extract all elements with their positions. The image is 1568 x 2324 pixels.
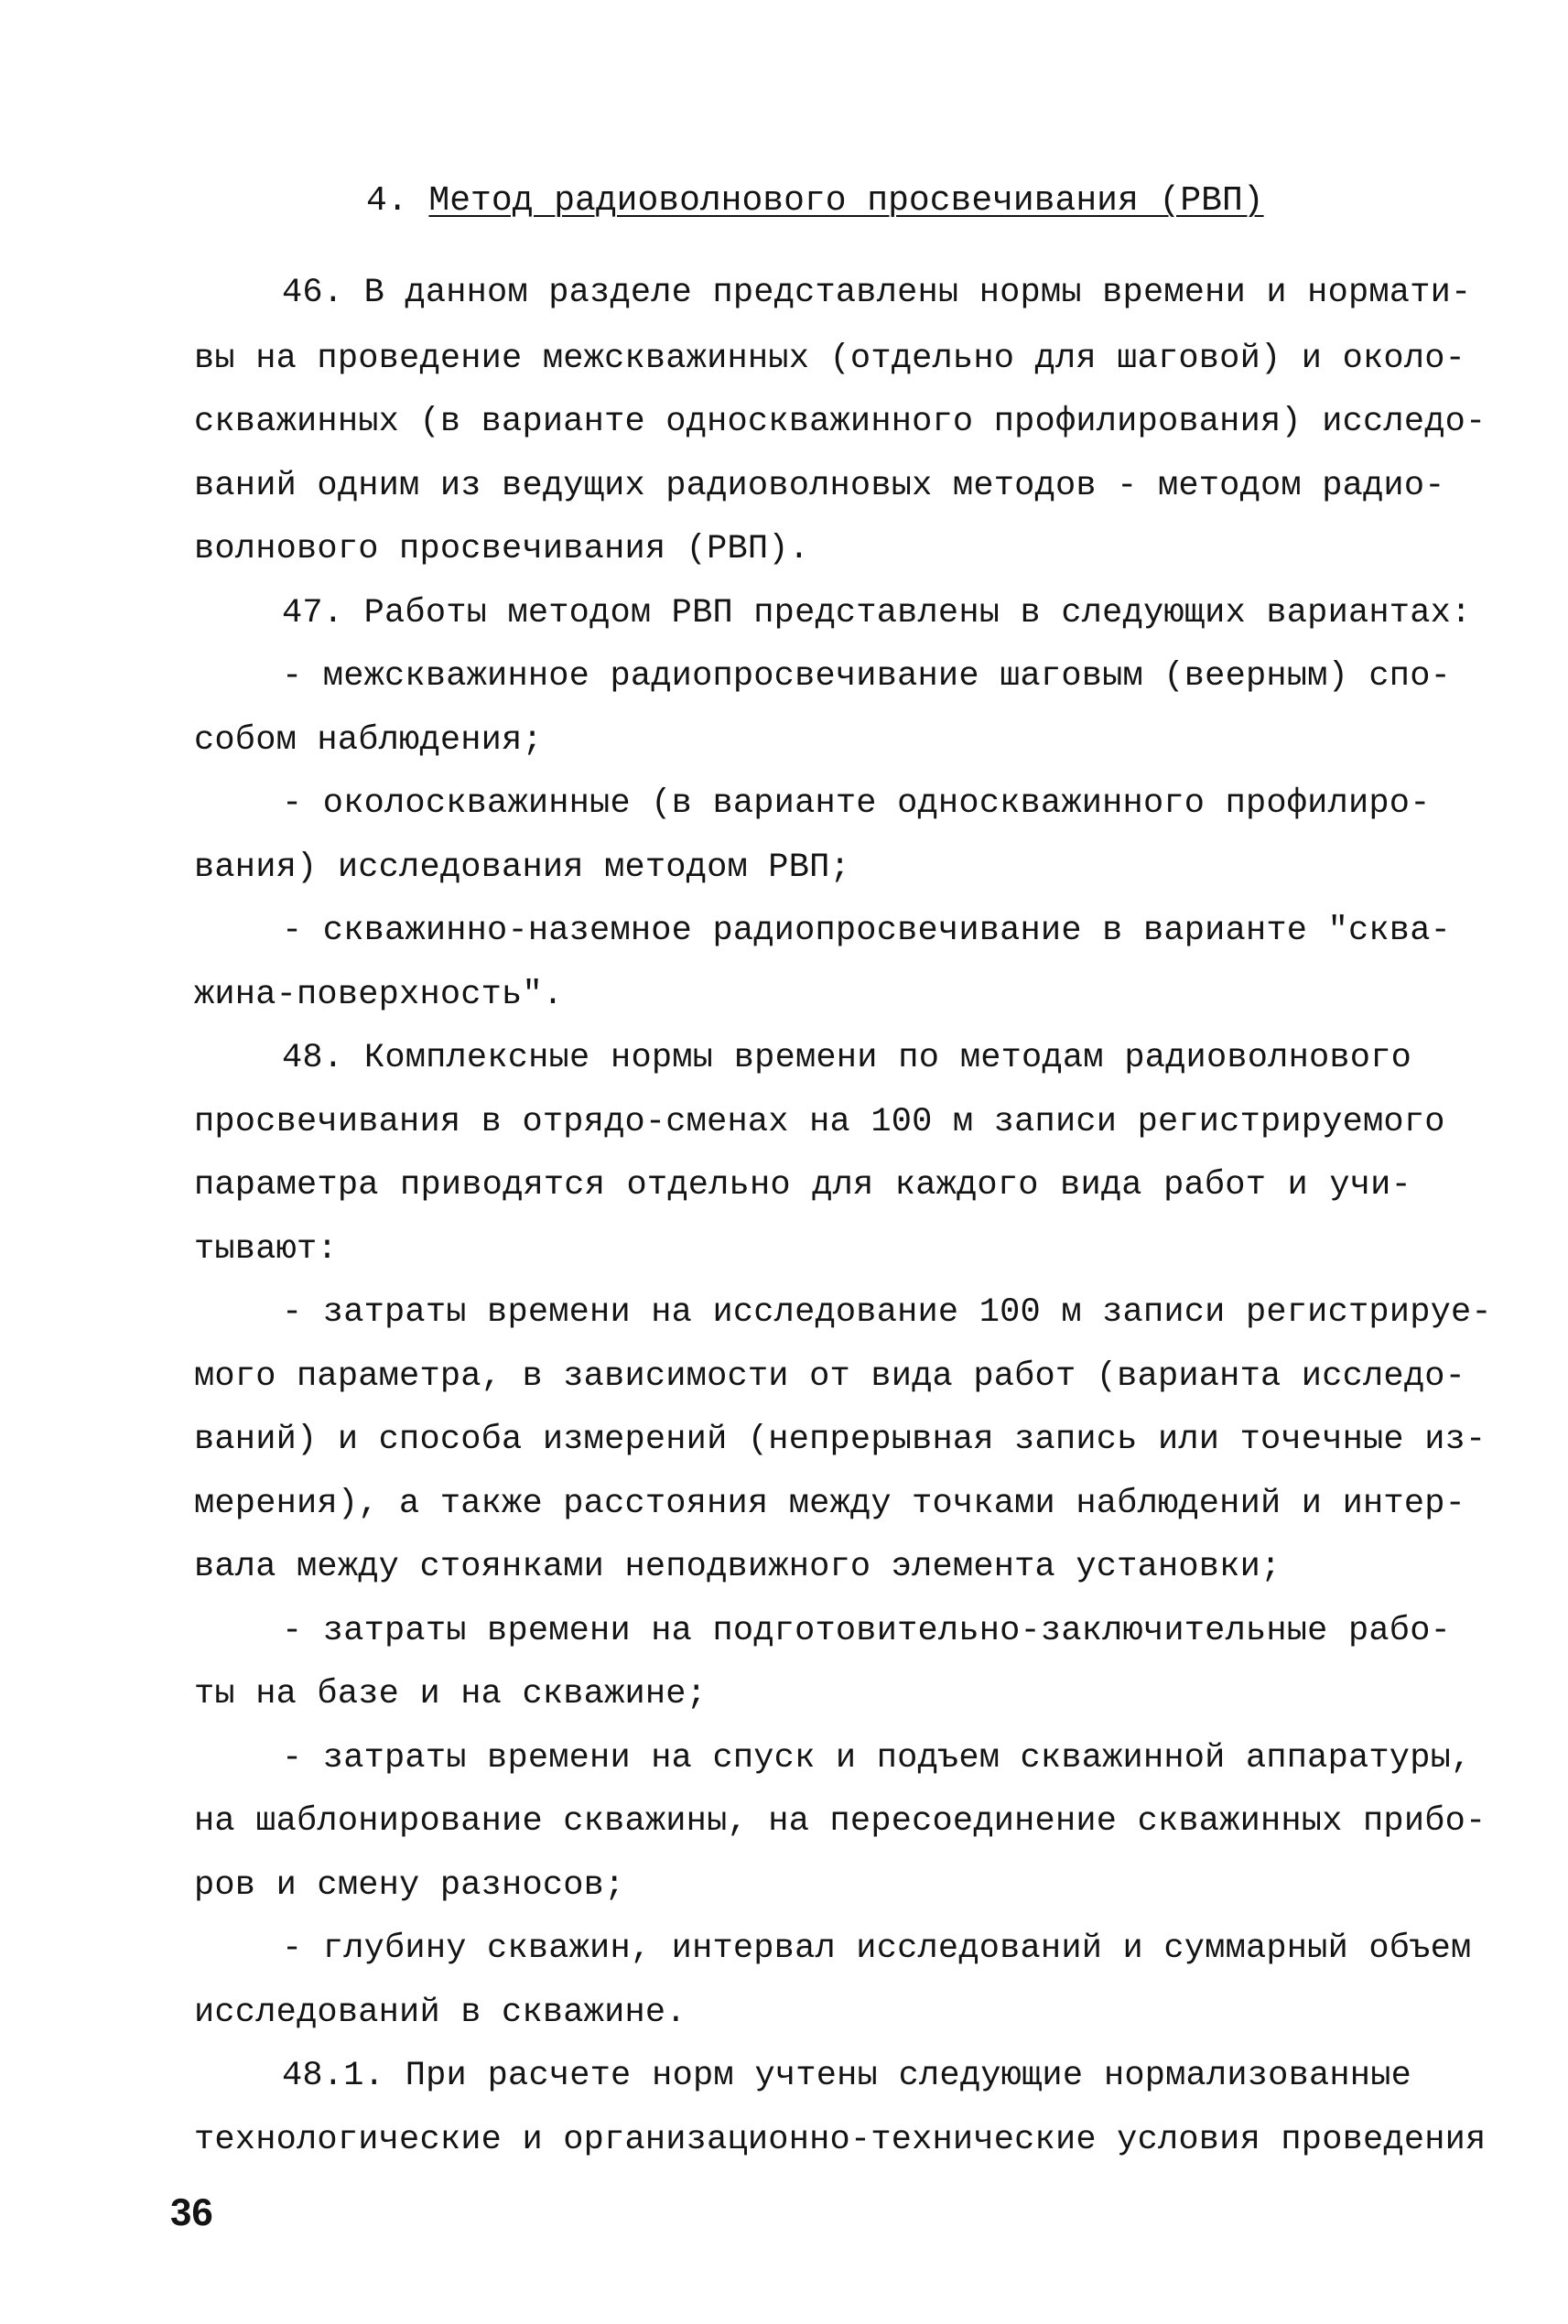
text-line: тывают: xyxy=(194,1230,338,1269)
section-title: Метод радиоволнового просвечивания (РВП) xyxy=(428,181,1264,221)
text-line: вы на проведение межскважинных (отдельно для шаговой) и около- xyxy=(194,340,1466,378)
text-line: - затраты времени на спуск и подъем скважинной аппаратуры, xyxy=(282,1739,1472,1778)
text-line: - скважинно-наземное радиопросвечивание в варианте "сква- xyxy=(282,912,1452,950)
text-line: мерения), а также расстояния между точками наблюдений и интер- xyxy=(194,1485,1466,1523)
text-line: на шаблонирование скважины, на пересоединение скважинных прибо- xyxy=(194,1802,1487,1841)
text-line: волнового просвечивания (РВП). xyxy=(194,530,810,568)
text-line: ты на базе и на скважине; xyxy=(194,1675,708,1713)
text-line: мого параметра, в зависимости от вида работ (варианта исследо- xyxy=(194,1357,1466,1396)
page-number: 36 xyxy=(170,2190,213,2233)
text-line: собом наблюдения; xyxy=(194,721,543,760)
section-heading xyxy=(366,178,1264,224)
text-line: - межскважинное радиопросвечивание шаговым (веерным) спо- xyxy=(282,657,1452,696)
text-line: - околоскважинные (в варианте односкважинного профилиро- xyxy=(282,784,1431,823)
text-line: технологические и организационно-технические условия проведения xyxy=(194,2121,1487,2159)
text-line: исследований в скважине. xyxy=(194,1994,687,2032)
text-line: ров и смену разносов; xyxy=(194,1866,625,1905)
text-line: ваний одним из ведущих радиоволновых методов - методом радио- xyxy=(194,467,1445,505)
text-line: 48.1. При расчете норм учтены следующие нормализованные xyxy=(282,2057,1411,2095)
text-line: вала между стоянками неподвижного элемента установки; xyxy=(194,1548,1281,1586)
text-line: - глубину скважин, интервал исследований и суммарный объем xyxy=(282,1929,1472,1968)
text-line: вания) исследования методом РВП; xyxy=(194,849,850,887)
text-line: скважинных (в варианте односкважинного профилирования) исследо- xyxy=(194,403,1487,441)
text-line: 46. В данном разделе представлены нормы времени и нормати- xyxy=(282,274,1472,312)
section-number: 4. xyxy=(366,181,408,221)
text-line: ваний) и способа измерений (непрерывная запись или точечные из- xyxy=(194,1421,1487,1459)
text-line: - затраты времени на исследование 100 м записи регистрируе- xyxy=(282,1293,1492,1332)
text-line: 47. Работы методом РВП представлены в следующих вариантах: xyxy=(282,594,1472,632)
text-line: параметра приводятся отдельно для каждого вида работ и учи- xyxy=(194,1166,1411,1205)
text-line: жина-поверхность". xyxy=(194,976,564,1014)
text-line: 48. Комплексные нормы времени по методам радиоволнового xyxy=(282,1039,1411,1077)
text-line: - затраты времени на подготовительно-заключительные рабо- xyxy=(282,1612,1452,1650)
text-line: просвечивания в отрядо-сменах на 100 м записи регистрируемого xyxy=(194,1103,1445,1141)
